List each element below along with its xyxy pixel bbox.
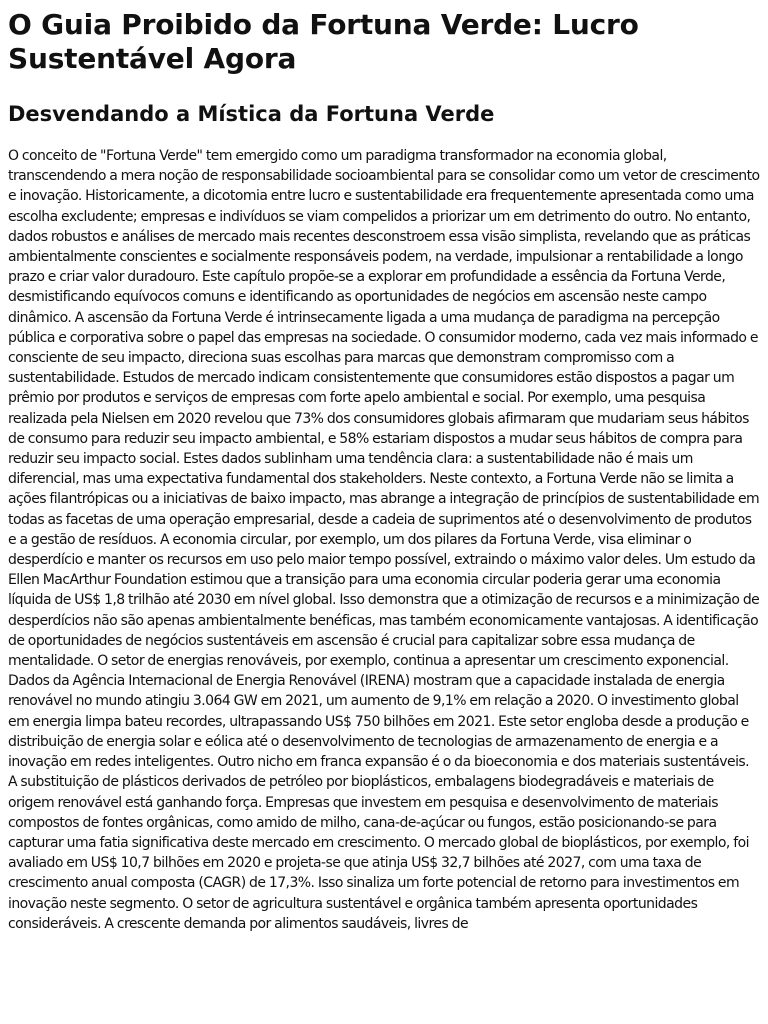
section-heading: Desvendando a Mística da Fortuna Verde [8,102,495,126]
document-title: O Guia Proibido da Fortuna Verde: Lucro Sustentável Agora [8,8,639,75]
body-paragraph: O conceito de "Fortuna Verde" tem emergido como um paradigma transformador na economia global, transcendendo a mera noção de responsabilidade socioambiental para se consolidar como um vetor de crescimento e inovação. Historicamente, a dicotomia entre lucro e sustentabilidade era frequentemente apresentada como uma escolha excludente; empresas e indivíduos se viam compelidos a priorizar um em detrimento do outro. No entanto, dados robustos e análises de mercado mais recentes desconstroem essa visão simplista, revelando que as práticas ambientalmente conscientes e socialmente responsáveis podem, na verdade, impulsionar a rentabilidade a longo prazo e criar valor duradouro. Este capítulo propõe-se a explorar em profundidade a essência da Fortuna Verde, desmistificando equívocos comuns e identificando as oportunidades de negócios em ascensão neste campo dinâmico. A ascensão da Fortuna Verde é intrinsecamente ligada a uma mudança de paradigma na percepção pública e corporativa sobre o papel das empresas na sociedade. O consumidor moderno, cada vez mais informado e consciente de seu impacto, direciona suas escolhas para marcas que demonstram compromisso com a sustentabilidade. Estudos de mercado indicam consistentemente que consumidores estão dispostos a pagar um prêmio por produtos e serviços de empresas com forte apelo ambiental e social. Por exemplo, uma pesquisa realizada pela Nielsen em 2020 revelou que 73% dos consumidores globais afirmaram que mudariam seus hábitos de consumo para reduzir seu impacto ambiental, e 58% estariam dispostos a mudar seus hábitos de compra para reduzir seu impacto social. Estes dados sublinham uma tendência clara: a sustentabilidade não é mais um diferencial, mas uma expectativa fundamental dos stakeholders. Neste contexto, a Fortuna Verde não se limita a ações filantrópicas ou a iniciativas de baixo impacto, mas abrange a integração de princípios de sustentabilidade em todas as facetas de uma operação empresarial, desde a cadeia de suprimentos até o desenvolvimento de produtos e a gestão de resíduos. A economia circular, por exemplo, um dos pilares da Fortuna Verde, visa eliminar o desperdício e manter os recursos em uso pelo maior tempo possível, extraindo o máximo valor deles. Um estudo da Ellen MacArthur Foundation estimou que a transição para uma economia circular poderia gerar uma economia líquida de US$ 1,8 trilhão até 2030 em nível global. Isso demonstra que a otimização de recursos e a minimização de desperdícios não são apenas ambientalmente benéficas, mas também economicamente vantajosas. A identificação de oportunidades de negócios sustentáveis em ascensão é crucial para capitalizar sobre essa mudança de mentalidade. O setor de energias renováveis, por exemplo, continua a apresentar um crescimento exponencial. Dados da Agência Internacional de Energia Renovável (IRENA) mostram que a capacidade instalada de energia renovável no mundo atingiu 3.064 GW em 2021, um aumento de 9,1% em relação a 2020. O investimento global em energia limpa bateu recordes, ultrapassando US$ 750 bilhões em 2021. Este setor engloba desde a produção e distribuição de energia solar e eólica até o desenvolvimento de tecnologias de armazenamento de energia e a inovação em redes inteligentes. Outro nicho em franca expansão é o da bioeconomia e dos materiais sustentáveis. A substituição de plásticos derivados de petróleo por bioplásticos, embalagens biodegradáveis e materiais de origem renovável está ganhando força. Empresas que investem em pesquisa e desenvolvimento de materiais compostos de fontes orgânicas, como amido de milho, cana-de-açúcar ou fungos, estão posicionando-se para capturar uma fatia significativa deste mercado em crescimento. O mercado global de bioplásticos, por exemplo, foi avaliado em US$ 10,7 bilhões em 2020 e projeta-se que atinja US$ 32,7 bilhões até 2027, com uma taxa de crescimento anual composta (CAGR) de 17,3%. Isso sinaliza um forte potencial de retorno para investimentos em inovação neste segmento. O setor de agricultura sustentável e orgânica também apresenta oportunidades consideráveis. A crescente demanda por alimentos saudáveis, livres de [8,148,760,932]
